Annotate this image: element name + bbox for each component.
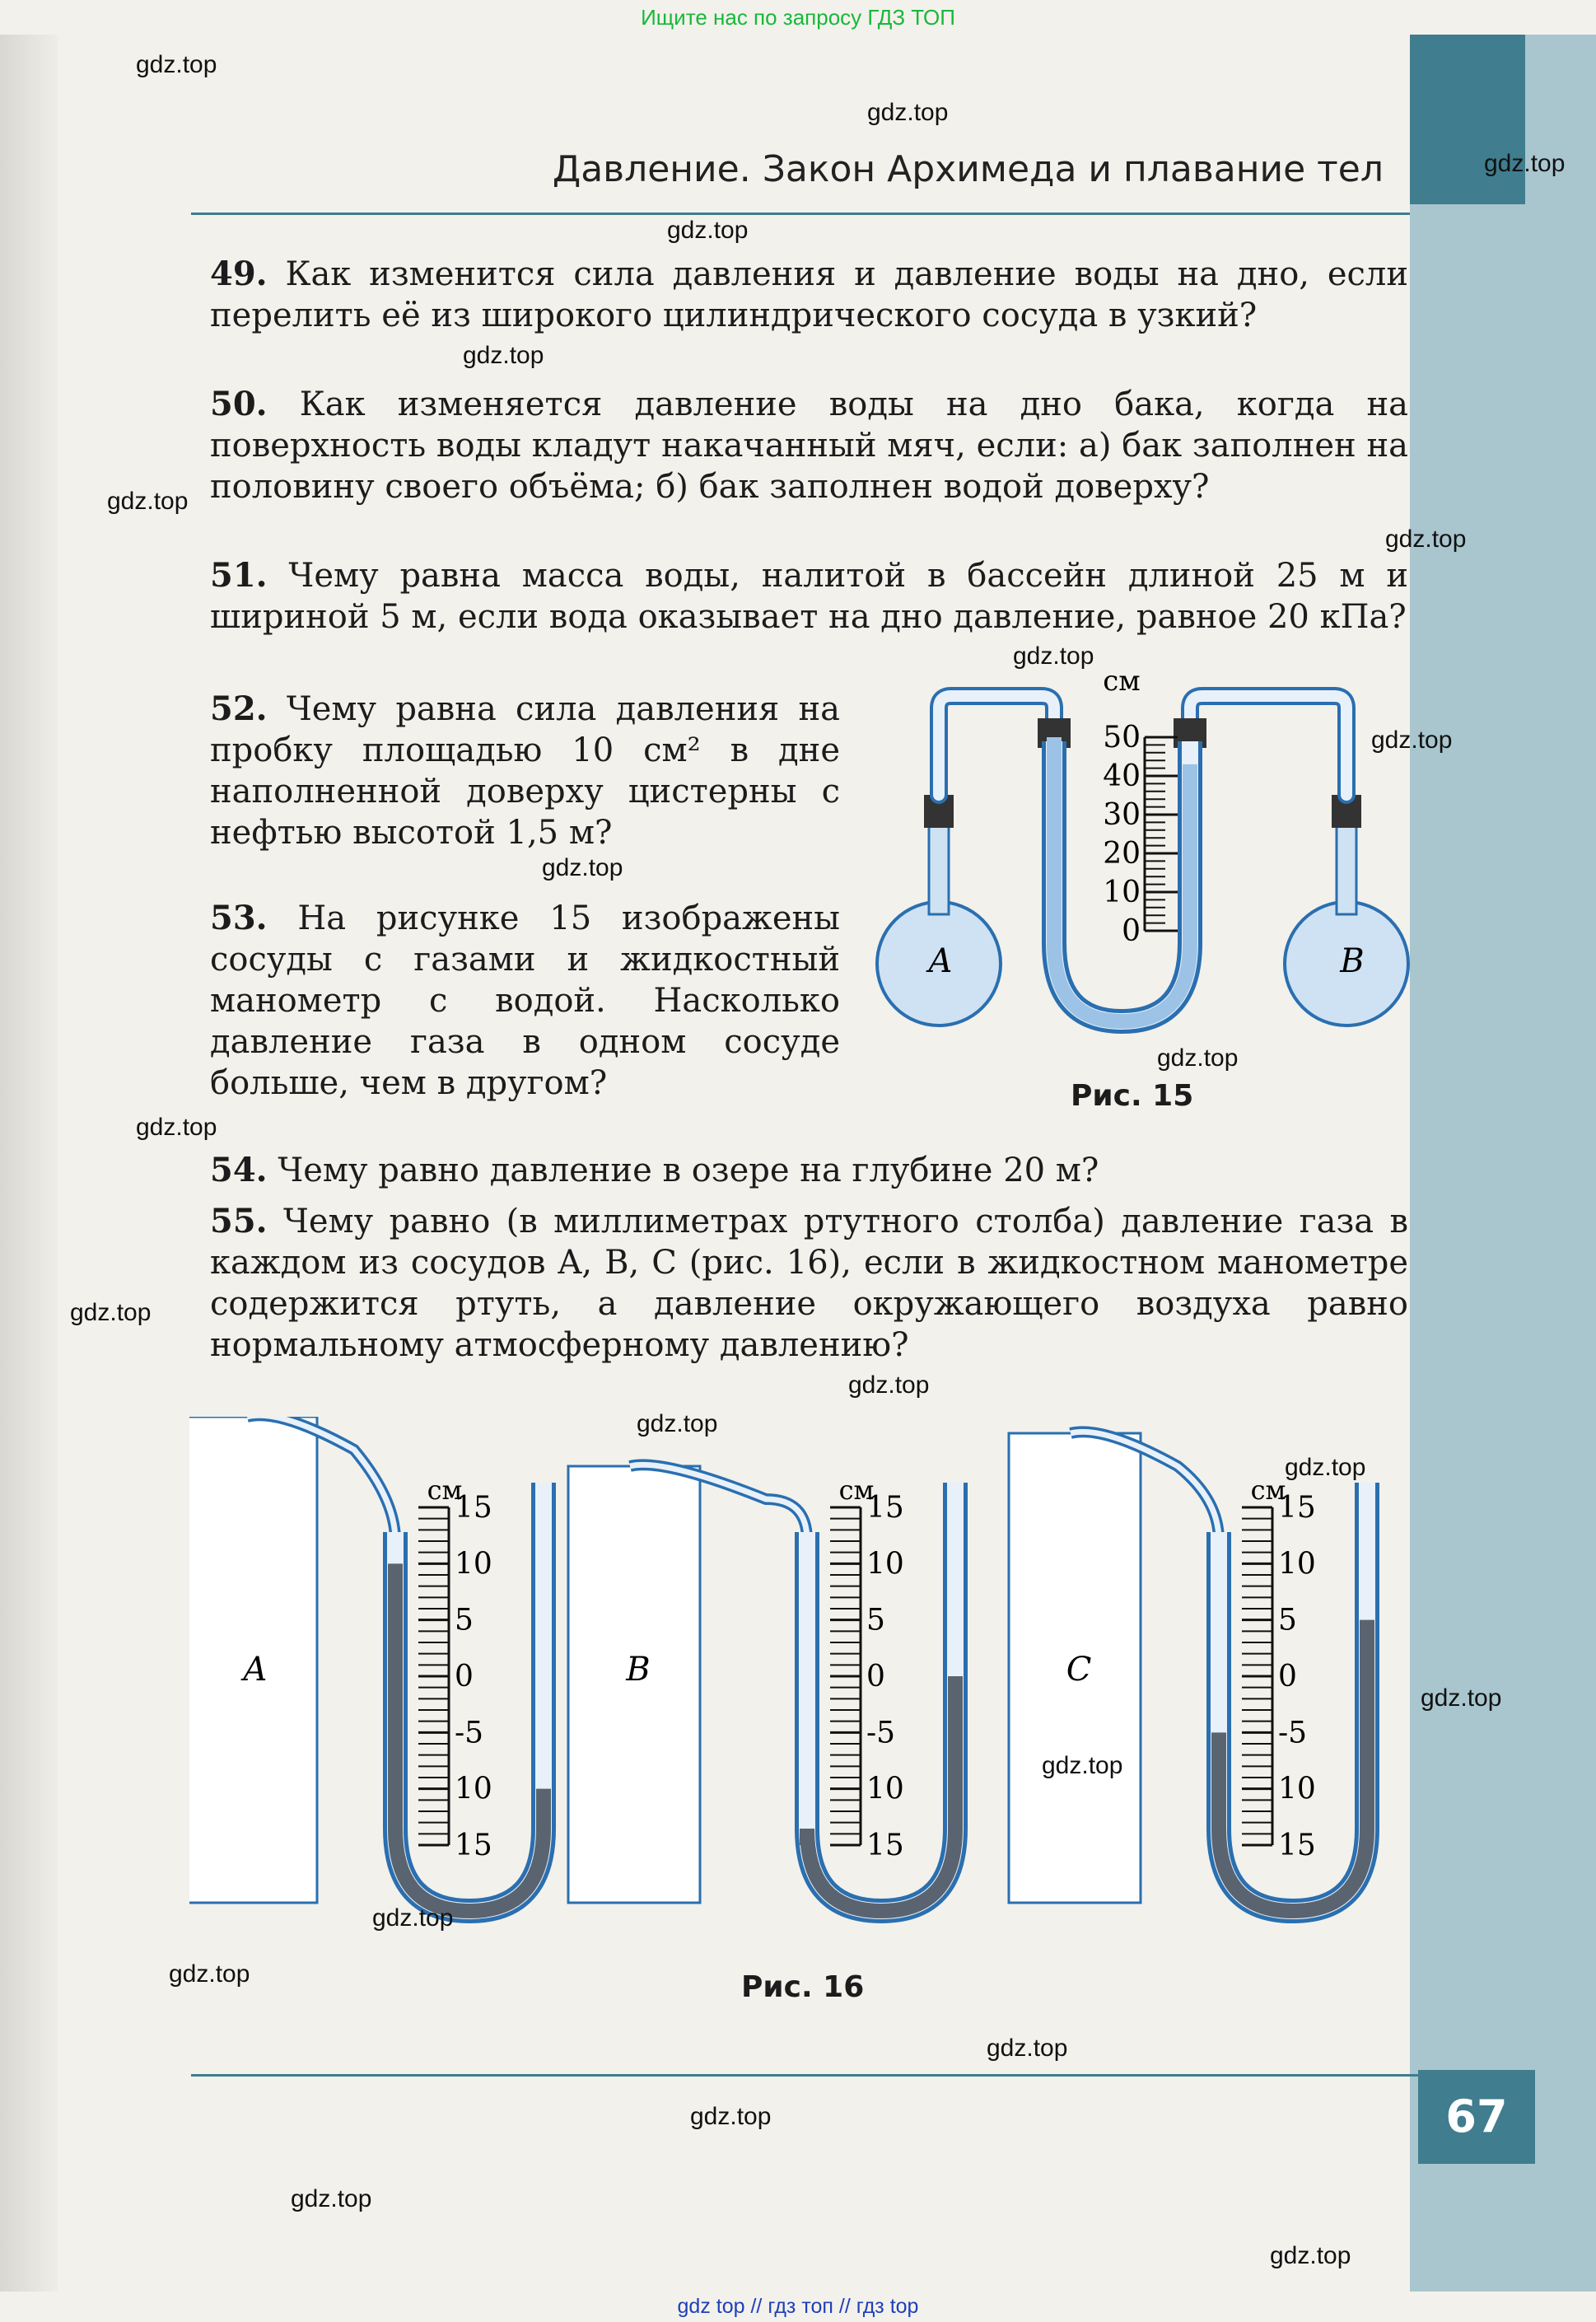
- scale-tick-label: 10: [455, 1547, 492, 1581]
- scale-tick-label: -5: [866, 1716, 896, 1750]
- problem-number: 54.: [210, 1151, 268, 1189]
- scale-tick-label: 15: [866, 1491, 904, 1525]
- watermark[interactable]: gdz.top: [690, 2103, 772, 2130]
- problem-text: Чему равно давление в озере на глубине 20 м?: [278, 1152, 1099, 1189]
- problem-number: 49.: [210, 255, 268, 293]
- label-b: B: [1340, 942, 1365, 980]
- scale-tick-label: 5: [866, 1603, 885, 1638]
- unit-label: см: [838, 1474, 875, 1506]
- problem-text: На рисунке 15 изображены сосуды с газами и жидкостный манометр с водой. Насколько давление газа в одном сосуде больше, чем в другом?: [210, 899, 840, 1102]
- scale-tick-label: 10: [455, 1772, 492, 1806]
- scale-tick-label: 0: [455, 1660, 474, 1694]
- scale-tick-label: 0: [866, 1660, 885, 1694]
- watermark[interactable]: gdz.top: [107, 488, 189, 515]
- header-rule: [191, 213, 1410, 215]
- scale-tick-label: 10: [1103, 876, 1141, 909]
- scale-tick-label: 10: [866, 1772, 904, 1806]
- scale-tick-label: 40: [1103, 759, 1141, 793]
- scale-tick-label: 15: [1278, 1491, 1316, 1525]
- scale-tick-label: 10: [866, 1547, 904, 1581]
- watermark[interactable]: gdz.top: [136, 51, 217, 78]
- flask-a-neck: [929, 824, 949, 914]
- problem-55: [210, 1201, 1408, 1366]
- watermark[interactable]: gdz.top: [542, 854, 623, 881]
- problem-text: Как изменяется давление воды на дно бака, когда на поверхность воды кладут накачанный мяч, если: а) бак заполнен на половину своего объёма; б) бак заполнен водой доверху?: [210, 385, 1408, 506]
- problem-number: 53.: [210, 899, 268, 937]
- watermark[interactable]: gdz.top: [1421, 1684, 1502, 1712]
- scale-tick-label: 10: [1278, 1772, 1316, 1806]
- watermark[interactable]: gdz.top: [867, 99, 949, 126]
- problem-text: Как изменится сила давления и давление воды на дно, если перелить её из широкого цилиндрического сосуда в узкий?: [210, 255, 1409, 334]
- vessel-label: B: [626, 1651, 651, 1689]
- scale-tick-label: -5: [455, 1716, 484, 1750]
- problem-52: [210, 689, 840, 853]
- problem-50: [210, 384, 1408, 507]
- problem-54: [210, 1150, 1408, 1191]
- manometer-scale: [1103, 721, 1178, 948]
- watermark[interactable]: gdz.top: [70, 1299, 152, 1326]
- watermark[interactable]: gdz.top: [987, 2035, 1068, 2062]
- page-title: Давление. Закон Архимеда и плавание тел: [552, 148, 1384, 190]
- problem-49: [210, 254, 1408, 336]
- watermark[interactable]: gdz.top: [1371, 727, 1453, 754]
- vessel-group-C: [1009, 1432, 1367, 1911]
- problem-number: 51.: [210, 556, 268, 595]
- problem-text: Чему равно (в миллиметрах ртутного столба) давление газа в каждом из сосудов A, B, C (рис. 16), если в жидкостном манометре содержится ртуть, а давление окружающего воздуха равно нормальному атмосферному давлению?: [210, 1203, 1408, 1364]
- watermark[interactable]: gdz.top: [1157, 1044, 1239, 1072]
- problem-number: 55.: [210, 1202, 268, 1240]
- label-a: A: [928, 942, 953, 980]
- scale-tick-label: 0: [1122, 914, 1141, 948]
- tube-right-inner: [1190, 696, 1346, 795]
- tube-right: [1190, 696, 1346, 795]
- scale-tick-label: 15: [455, 1829, 492, 1862]
- unit-label: см: [1250, 1474, 1286, 1506]
- watermark[interactable]: gdz.top: [1270, 2242, 1351, 2269]
- scale-tick-label: 5: [455, 1603, 474, 1638]
- side-color-band: [1410, 35, 1596, 2292]
- unit-label: см: [1103, 665, 1141, 698]
- watermark[interactable]: gdz.top: [848, 1371, 930, 1399]
- scale-tick-label: 50: [1103, 721, 1141, 755]
- scale-tick-label: -5: [1278, 1716, 1308, 1750]
- figure-16: [189, 1417, 1416, 1960]
- flask-b-neck: [1337, 824, 1356, 914]
- watermark[interactable]: gdz.top: [1484, 150, 1566, 177]
- scale-tick-label: 15: [455, 1491, 492, 1525]
- problem-text: Чему равна сила давления на пробку площадью 10 см² в дне наполненной доверху цистерны с нефтью высотой 1,5 м?: [210, 690, 840, 852]
- vessel-label: C: [1066, 1651, 1092, 1689]
- watermark[interactable]: gdz.top: [136, 1114, 217, 1141]
- footer-rule: [191, 2074, 1418, 2077]
- watermark[interactable]: gdz.top: [291, 2185, 372, 2212]
- scale-tick-label: 0: [1278, 1660, 1297, 1694]
- watermark[interactable]: gdz.top: [372, 1904, 454, 1932]
- problem-number: 50.: [210, 385, 268, 423]
- watermark[interactable]: gdz.top: [169, 1960, 250, 1988]
- watermark[interactable]: gdz.top: [1285, 1454, 1366, 1481]
- scale-tick-label: 5: [1278, 1603, 1297, 1638]
- problem-number: 52.: [210, 689, 268, 728]
- figure-15-caption: Рис. 15: [1071, 1079, 1194, 1113]
- problem-text: Чему равна масса воды, налитой в бассейн длиной 25 м и шириной 5 м, если вода оказывает на дно давление, равное 20 кПа?: [210, 557, 1409, 636]
- figure-16-caption: Рис. 16: [741, 1970, 865, 2004]
- watermark[interactable]: gdz.top: [637, 1410, 718, 1437]
- vessel-label: A: [243, 1651, 268, 1689]
- problem-53: [210, 898, 840, 1104]
- watermark[interactable]: gdz.top: [463, 342, 544, 369]
- vessel-group-B: [568, 1465, 955, 1911]
- top-banner[interactable]: Ищите нас по запросу ГДЗ ТОП: [641, 5, 955, 30]
- corner-tab: [1410, 35, 1525, 204]
- problem-51: [210, 555, 1408, 638]
- scale-tick-label: 20: [1103, 837, 1141, 871]
- unit-label: см: [427, 1474, 463, 1506]
- figure-15: [865, 659, 1425, 1071]
- vessel-group-A: [189, 1417, 544, 1911]
- watermark[interactable]: gdz.top: [1013, 642, 1094, 670]
- tube-left: [939, 696, 1054, 795]
- watermark[interactable]: gdz.top: [667, 217, 749, 244]
- page-binding-shadow: [0, 35, 58, 2292]
- page-number: 67: [1445, 2091, 1508, 2142]
- bottom-banner[interactable]: gdz top // гдз топ // гдз top: [677, 2295, 919, 2318]
- tube-left-inner: [939, 696, 1054, 795]
- scale-tick-label: 15: [1278, 1829, 1316, 1862]
- scale-tick-label: 10: [1278, 1547, 1316, 1581]
- scale-tick-label: 30: [1103, 798, 1141, 832]
- scale-tick-label: 15: [866, 1829, 904, 1862]
- watermark[interactable]: gdz.top: [1042, 1752, 1123, 1779]
- watermark[interactable]: gdz.top: [1385, 526, 1467, 553]
